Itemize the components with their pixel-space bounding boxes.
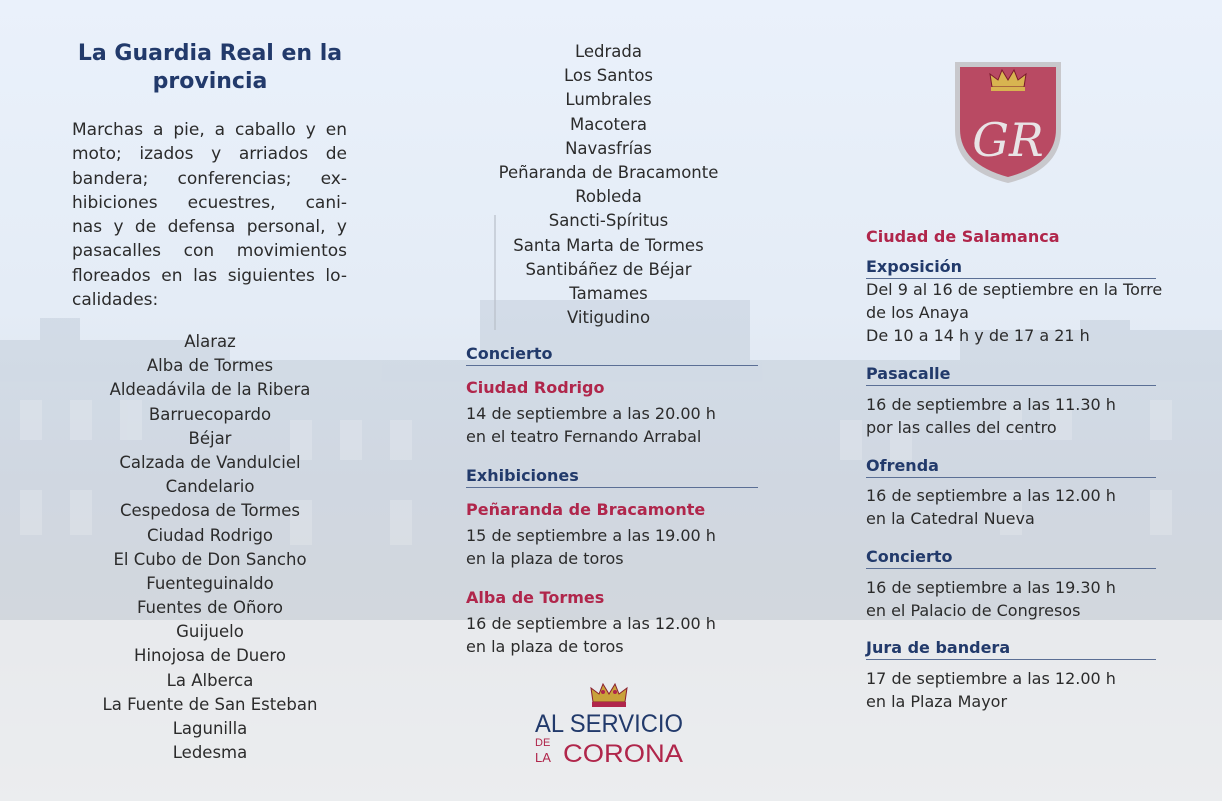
pasacalle-heading: Pasacalle — [866, 364, 1156, 386]
event-detail: 16 de septiembre a las 11.30 h — [866, 395, 1116, 414]
list-item: Los Santos — [563, 66, 654, 86]
list-item: Lumbrales — [565, 90, 652, 110]
event-detail: De 10 a 14 h y de 17 a 21 h — [866, 326, 1090, 345]
list-item: Candelario — [165, 477, 255, 497]
list-item: Fuentes de Oñoro — [136, 598, 284, 618]
list-item: Calzada de Vandulciel — [119, 452, 301, 472]
list-item: Guijuelo — [176, 622, 244, 642]
list-item: Peñaranda de Bracamonte — [498, 162, 719, 182]
event-detail: 15 de septiembre a las 19.00 h — [466, 526, 716, 545]
list-item: Cespedosa de Tormes — [120, 501, 300, 521]
concierto-salamanca-heading: Concierto — [866, 547, 1156, 569]
logo-text-la: LA — [535, 750, 551, 765]
list-item: Macotera — [569, 114, 648, 134]
list-item: Vitigudino — [566, 308, 651, 328]
intro-line: Marchas a pie, a caballo y en — [72, 120, 347, 140]
event-detail: por las calles del centro — [866, 418, 1057, 437]
event-detail: 16 de septiembre a las 19.30 h — [866, 578, 1116, 597]
list-item: La Alberca — [166, 670, 254, 690]
logo-text-de: DE — [535, 737, 551, 749]
crest-monogram: GR — [972, 113, 1044, 167]
list-item: Fuenteguinaldo — [146, 573, 274, 593]
event-detail: en la plaza de toros — [466, 637, 624, 656]
ofrenda-heading: Ofrenda — [866, 456, 1156, 478]
event-detail: de los Anaya — [866, 303, 969, 322]
ciudad-de-salamanca-heading: Ciudad de Salamanca — [866, 227, 1060, 246]
intro-line: moto; izados y arriados de — [72, 144, 347, 165]
exposicion-heading: Exposición — [866, 257, 1156, 279]
exhibiciones-heading: Exhibiciones — [466, 466, 758, 488]
al-servicio-corona-logo — [525, 680, 695, 770]
list-item: Navasfrías — [565, 138, 652, 158]
list-item: Tamames — [569, 283, 648, 303]
list-item: Alba de Tormes — [146, 356, 274, 376]
list-item: La Fuente de San Esteban — [102, 694, 318, 714]
event-detail: en el teatro Fernando Arrabal — [466, 427, 702, 446]
event-detail: 16 de septiembre a las 12.00 h — [866, 486, 1116, 505]
towns-list-2 — [466, 40, 751, 330]
concierto-heading: Concierto — [466, 344, 758, 366]
event-detail: en la plaza de toros — [466, 549, 624, 568]
intro-line: pasacalles con movimientos — [72, 241, 347, 262]
event-detail: en la Plaza Mayor — [866, 692, 1008, 711]
event-detail: 16 de septiembre a las 12.00 h — [466, 614, 716, 633]
towns-list-1 — [75, 330, 345, 765]
event-detail: 17 de septiembre a las 12.00 h — [866, 669, 1116, 688]
list-item: Ciudad Rodrigo — [146, 525, 274, 545]
logo-text-al-servicio: AL SERVICIO — [535, 710, 683, 738]
title-line-2: provincia — [152, 69, 268, 94]
list-item: Barruecopardo — [148, 404, 272, 424]
list-item: Santibáñez de Béjar — [525, 259, 692, 279]
list-item: Robleda — [575, 187, 642, 207]
intro-line: calidades: — [72, 290, 159, 311]
logo-text-corona: CORONA — [563, 740, 684, 768]
list-item: Ledrada — [574, 42, 642, 61]
list-item: El Cubo de Don Sancho — [113, 549, 307, 569]
list-item: Aldeadávila de la Ribera — [109, 380, 311, 400]
list-item: Santa Marta de Tormes — [513, 235, 704, 255]
list-item: Sancti-Spíritus — [548, 211, 669, 231]
list-item: Ledesma — [172, 743, 248, 763]
alba-de-tormes-heading: Alba de Tormes — [466, 588, 605, 607]
penaranda-heading: Peñaranda de Bracamonte — [466, 500, 706, 519]
intro-line: hibiciones ecuestres, cani- — [72, 192, 347, 213]
page-title — [70, 40, 350, 96]
intro-line: nas y de defensa personal, y — [72, 217, 347, 238]
ciudad-rodrigo-heading: Ciudad Rodrigo — [466, 378, 605, 397]
title-line-1: La Guardia Real en la — [77, 41, 343, 66]
event-detail: 14 de septiembre a las 20.00 h — [466, 404, 716, 423]
intro-paragraph — [72, 118, 347, 312]
crown-icon — [591, 684, 627, 707]
event-detail: Del 9 al 16 de septiembre en la Torre — [866, 280, 1163, 299]
guardia-real-crest — [953, 60, 1063, 185]
event-detail: en la Catedral Nueva — [866, 509, 1035, 528]
intro-line: bandera; conferencias; ex- — [72, 168, 347, 189]
list-item: Béjar — [188, 428, 232, 448]
list-item: Alaraz — [184, 332, 236, 351]
intro-line: floreados en las siguientes lo- — [72, 265, 347, 286]
list-item: Hinojosa de Duero — [134, 646, 286, 666]
event-detail: en el Palacio de Congresos — [866, 601, 1081, 620]
list-item: Lagunilla — [172, 719, 248, 738]
jura-de-bandera-heading: Jura de bandera — [866, 638, 1156, 660]
